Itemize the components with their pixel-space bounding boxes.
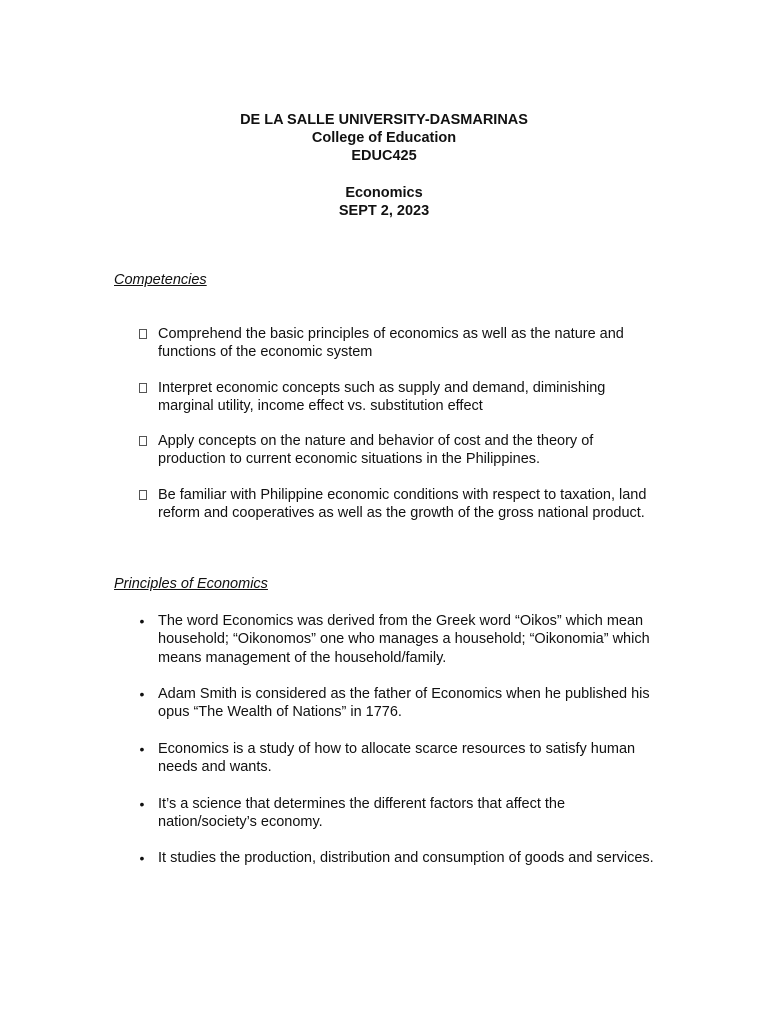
principle-text: It’s a science that determines the different factors that affect the nation/society’s economy. <box>158 796 566 831</box>
document-date: SEPT 2, 2023 <box>338 203 430 219</box>
bullet-dot-icon: • <box>139 796 145 812</box>
competencies-heading: Competencies <box>114 272 207 288</box>
bullet-dot-icon: • <box>139 741 145 757</box>
checkbox-bullet-icon <box>139 383 147 393</box>
document-header <box>0 111 768 220</box>
competency-text: Interpret economic concepts such as supply and demand, diminishing marginal utility, income effect vs. substitution effect <box>158 380 606 415</box>
competency-text: Apply concepts on the nature and behavior of cost and the theory of production to current economic situations in the Philippines. <box>158 433 594 468</box>
competency-item <box>158 325 663 362</box>
bullet-dot-icon: • <box>139 850 145 866</box>
principle-text: Economics is a study of how to allocate scarce resources to satisfy human needs and wants. <box>158 741 636 776</box>
bullet-dot-icon: • <box>139 686 145 702</box>
college-name: College of Education <box>311 130 457 147</box>
competency-text: Be familiar with Philippine economic conditions with respect to taxation, land reform and cooperatives as well as the growth of the gross national product. <box>158 487 647 522</box>
principle-item <box>139 612 663 667</box>
principle-text: It studies the production, distribution and consumption of goods and services. <box>158 850 654 866</box>
competency-item <box>158 486 663 523</box>
competency-text: Comprehend the basic principles of economics as well as the nature and functions of the economic system <box>158 326 624 361</box>
competency-item <box>158 379 663 416</box>
course-code: EDUC425 <box>351 148 417 165</box>
checkbox-bullet-icon <box>139 490 147 500</box>
bullet-dot-icon: • <box>139 613 145 629</box>
competency-item <box>158 432 663 469</box>
subject-title: Economics <box>345 184 423 201</box>
university-name: DE LA SALLE UNIVERSITY-DASMARINAS <box>240 112 528 128</box>
principle-item <box>139 740 663 777</box>
principle-item <box>139 849 663 867</box>
principle-text: Adam Smith is considered as the father of Economics when he published his opus “The Wealth of Nations” in 1776. <box>158 686 650 721</box>
principle-item <box>139 795 663 832</box>
checkbox-bullet-icon <box>139 436 147 446</box>
principles-heading: Principles of Economics <box>114 576 268 592</box>
principle-item <box>139 685 663 722</box>
checkbox-bullet-icon <box>139 329 147 339</box>
header-spacer <box>0 166 768 184</box>
principle-text: The word Economics was derived from the Greek word “Oikos” which mean household; “Oikonomos” one who manages a household; “Oikonomia” which means management of the household/family. <box>158 613 650 666</box>
